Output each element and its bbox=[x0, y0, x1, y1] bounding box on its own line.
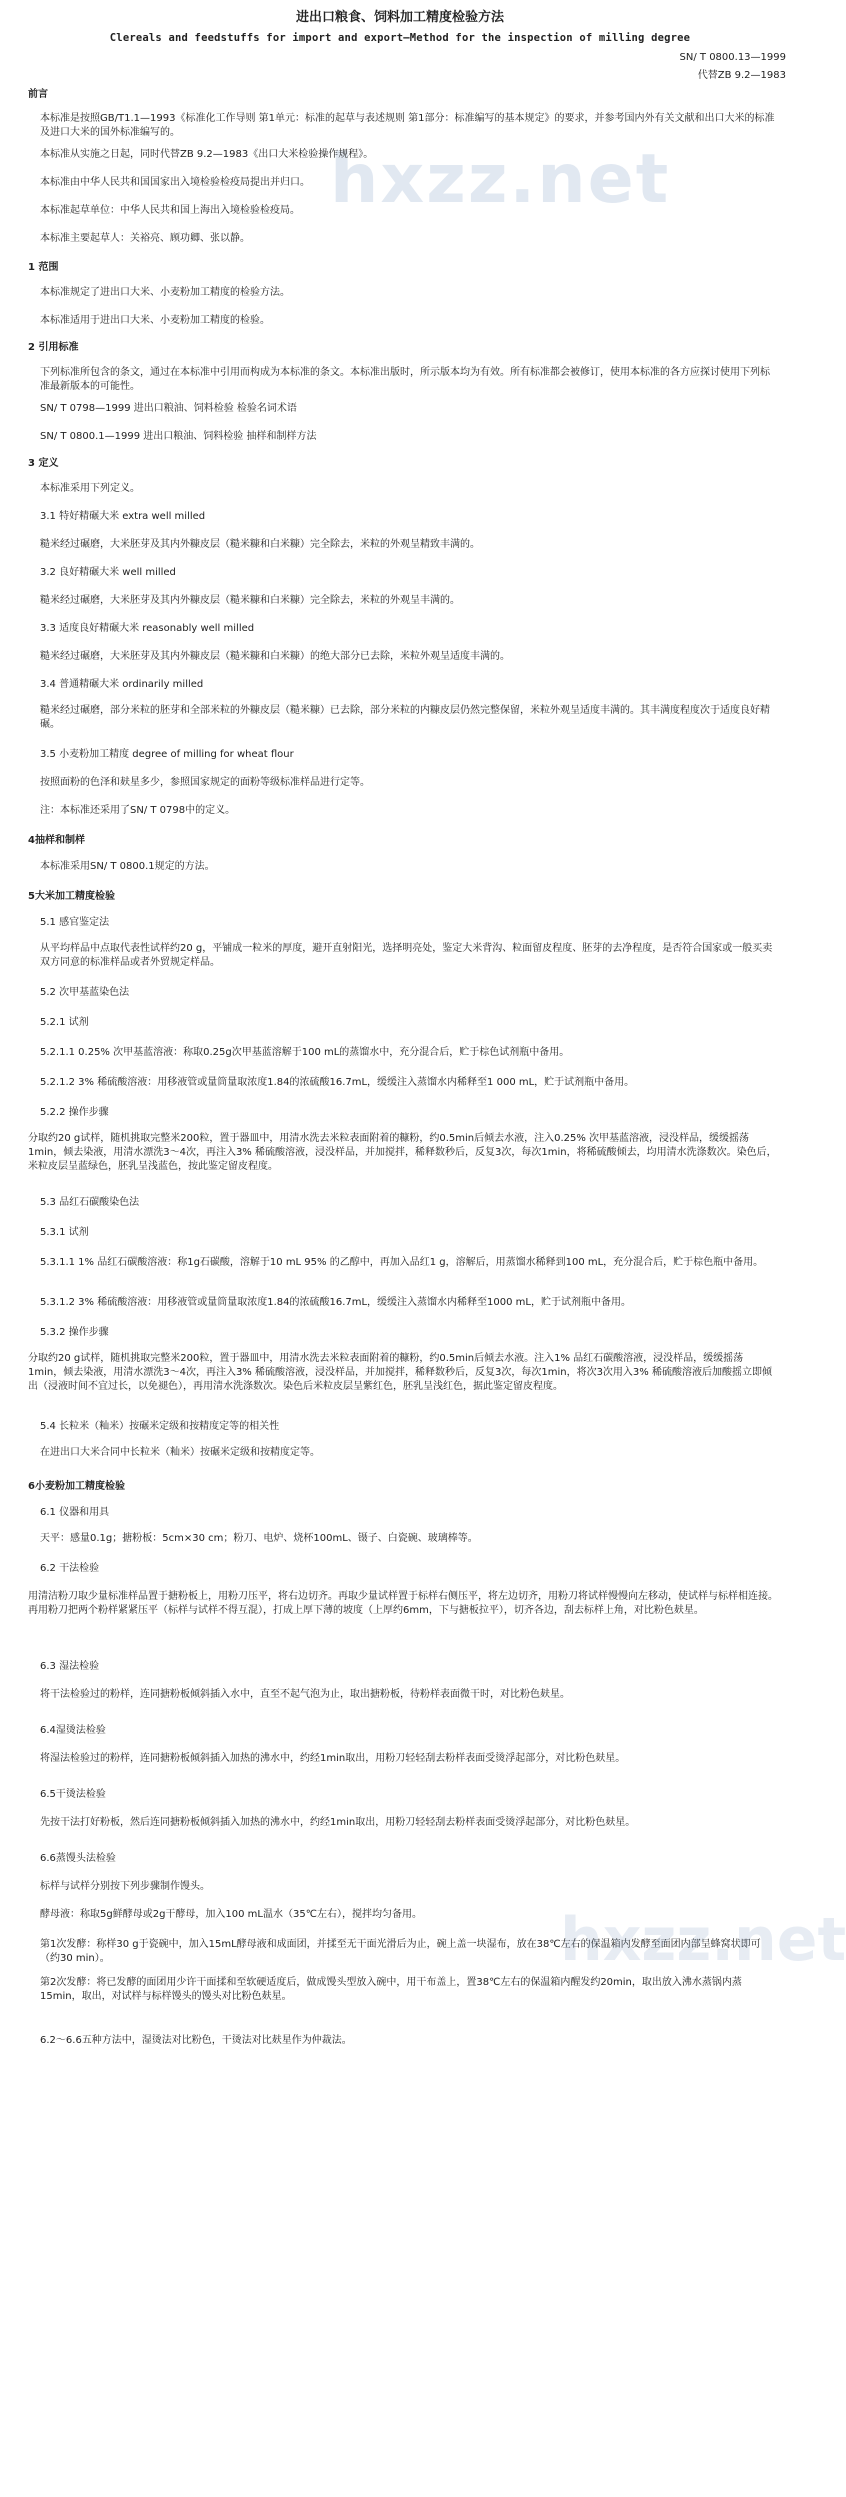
paragraph: 按照面粉的色泽和麸星多少，参照国家规定的面粉等级标准样品进行定等。 bbox=[40, 777, 370, 788]
paragraph: 将干法检验过的粉样，连同搪粉板倾斜插入水中，直至不起气泡为止，取出搪粉板，待粉样表面微干时，对比粉色麸星。 bbox=[40, 1689, 570, 1700]
paragraph: 5.2.1.1 0.25% 次甲基蓝溶液：称取0.25g次甲基蓝溶解于100 mL的蒸馏水中，充分混合后，贮于棕色试剂瓶中备用。 bbox=[40, 1047, 570, 1058]
paragraph: 5.3.1.2 3% 稀硫酸溶液：用移液管或量筒量取浓度1.84的浓硫酸16.7mL，缓缓注入蒸馏水内稀释至1000 mL，贮于试剂瓶中备用。 bbox=[40, 1297, 631, 1308]
subheading: 6.1 仪器和用具 bbox=[40, 1507, 110, 1518]
watermark: hxzz.net bbox=[330, 140, 671, 219]
paragraph: 6.2～6.6五种方法中，湿烫法对比粉色，干烫法对比麸星作为仲裁法。 bbox=[40, 2035, 352, 2046]
subheading: 5.4 长粒米（籼米）按碾米定级和按精度定等的相关性 bbox=[40, 1421, 280, 1432]
heading-foreword: 前言 bbox=[28, 89, 48, 100]
heading-rice-milling: 5大米加工精度检验 bbox=[28, 891, 115, 902]
paragraph: 本标准由中华人民共和国国家出入境检验检疫局提出并归口。 bbox=[40, 177, 310, 188]
subheading: 6.2 干法检验 bbox=[40, 1563, 100, 1574]
subheading: 5.3 品红石碳酸染色法 bbox=[40, 1197, 140, 1208]
paragraph: 本标准适用于进出口大米、小麦粉加工精度的检验。 bbox=[40, 315, 270, 326]
paragraph: 本标准是按照GB/T1.1—1993《标准化工作导则 第1单元：标准的起草与表述规则 第1部分：标准编写的基本规定》的要求，并参考国内外有关文献和出口大米的标准及进口大米的国外标准编写的。 bbox=[40, 113, 775, 138]
paragraph: 酵母液：称取5g鲜酵母或2g干酵母，加入100 mL温水（35℃左右），搅拌均匀备用。 bbox=[40, 1909, 422, 1920]
heading-references: 2 引用标准 bbox=[28, 342, 79, 353]
paragraph: 分取约20 g试样，随机挑取完整米200粒，置于器皿中，用清水洗去米粒表面附着的糠粉，约0.5min后倾去水液。注入1% 品红石碳酸溶液，浸没样品，缓缓摇荡1min，倾去染液，用清水漂洗3～4次，再注入3% 稀硫酸溶液，浸没样品，并加搅拌，稀释数秒后，反复3次，每次1min，将次3次用入3% 稀硫酸溶液后加酸摇立即倾出（浸液时间不宜过长，以免褪色），再用清水洗涤数次。染色后米粒皮层呈紫红色，胚乳呈浅红色，据此鉴定留皮程度。 bbox=[28, 1353, 772, 1392]
paragraph: 用清洁粉刀取少量标准样品置于搪粉板上，用粉刀压平，将右边切齐。再取少量试样置于标样右侧压平，将左边切齐，用粉刀将试样慢慢向左移动，使试样与标样相连接。再用粉刀把两个粉样紧紧压平（标样与试样不得互混），打成上厚下薄的坡度（上厚约6mm，下与搪板拉平），切齐各边，刮去标样上角，对比粉色麸星。 bbox=[28, 1591, 778, 1616]
paragraph: 将湿法检验过的粉样，连同搪粉板倾斜插入加热的沸水中，约经1min取出，用粉刀轻轻刮去粉样表面受烫浮起部分，对比粉色麸星。 bbox=[40, 1753, 626, 1764]
reference-item: SN/ T 0800.1—1999 进出口粮油、饲料检验 抽样和制样方法 bbox=[40, 431, 317, 442]
subheading: 5.2 次甲基蓝染色法 bbox=[40, 987, 130, 998]
heading-definitions: 3 定义 bbox=[28, 458, 59, 469]
subheading: 5.3.2 操作步骤 bbox=[40, 1327, 109, 1338]
subheading: 5.2.1 试剂 bbox=[40, 1017, 89, 1028]
watermark-bottom: hxzz.net bbox=[560, 1905, 846, 1975]
subheading: 6.3 湿法检验 bbox=[40, 1661, 100, 1672]
paragraph: 在进出口大米合同中长粒米（籼米）按碾米定级和按精度定等。 bbox=[40, 1447, 320, 1458]
subheading: 5.3.1 试剂 bbox=[40, 1227, 89, 1238]
definition-term: 3.5 小麦粉加工精度 degree of milling for wheat flour bbox=[40, 749, 294, 760]
paragraph: 本标准起草单位：中华人民共和国上海出入境检验检疫局。 bbox=[40, 205, 300, 216]
paragraph: 糙米经过碾磨，部分米粒的胚芽和全部米粒的外糠皮层（糙米糠）已去除，部分米粒的内糠皮层仍然完整保留，米粒外观呈适度丰满的。其丰满度程度次于适度良好精碾。 bbox=[40, 705, 770, 730]
paragraph: 从平均样品中点取代表性试样约20 g，平铺成一粒米的厚度，避开直射阳光，选择明亮处，鉴定大米背沟、粒面留皮程度、胚芽的去净程度，是否符合国家或一般买卖双方同意的标准样品或者外贸规定样品。 bbox=[40, 943, 773, 968]
definition-term: 3.3 适度良好精碾大米 reasonably well milled bbox=[40, 623, 255, 634]
definition-term: 3.4 普通精碾大米 ordinarily milled bbox=[40, 679, 204, 690]
paragraph: 天平：感量0.1g；搪粉板：5cm×30 cm；粉刀、电炉、烧杯100mL、镊子、白瓷碗、玻璃棒等。 bbox=[40, 1533, 478, 1544]
subheading: 6.5干烫法检验 bbox=[40, 1789, 106, 1800]
paragraph: 先按干法打好粉板，然后连同搪粉板倾斜插入加热的沸水中，约经1min取出，用粉刀轻轻刮去粉样表面受烫浮起部分，对比粉色麸星。 bbox=[40, 1817, 636, 1828]
paragraph: 分取约20 g试样，随机挑取完整米200粒，置于器皿中，用清水洗去米粒表面附着的糠粉，约0.5min后倾去水液，注入0.25% 次甲基蓝溶液，浸没样品，缓缓摇荡1min，倾去染液，用清水漂洗3～4次，再注入3% 稀硫酸溶液，浸没样品，并加搅拌，稀释数秒后，反复3次，每次1min，将稀硫酸倾去，均用清水洗涤数次。染色后，米粒皮层呈蓝绿色，胚乳呈浅蓝色，按此鉴定留皮程度。 bbox=[28, 1133, 777, 1172]
paragraph: 本标准主要起草人：关裕亮、顾功卿、张以静。 bbox=[40, 233, 250, 244]
heading-flour-milling: 6小麦粉加工精度检验 bbox=[28, 1481, 125, 1492]
paragraph: 糙米经过碾磨，大米胚芽及其内外糠皮层（糙米糠和白米糠）完全除去，米粒的外观呈丰满的。 bbox=[40, 595, 460, 606]
heading-scope: 1 范围 bbox=[28, 262, 59, 273]
document-title: 进出口粮食、饲料加工精度检验方法 bbox=[295, 10, 504, 25]
paragraph: 标样与试样分别按下列步骤制作馒头。 bbox=[40, 1881, 210, 1892]
paragraph: 下列标准所包含的条文，通过在本标准中引用而构成为本标准的条文。本标准出版时，所示版本均为有效。所有标准都会被修订，使用本标准的各方应探讨使用下列标准最新版本的可能性。 bbox=[40, 367, 770, 392]
definition-term: 3.2 良好精碾大米 well milled bbox=[40, 567, 176, 578]
paragraph: 第2次发酵：将已发酵的面团用少许干面揉和至软硬适度后，做成馒头型放入碗中，用干布盖上，置38℃左右的保温箱内醒发约20min，取出放入沸水蒸锅内蒸15min，取出，对试样与标样馒头的馒头对比粉色麸星。 bbox=[40, 1977, 742, 2002]
heading-sampling: 4抽样和制样 bbox=[28, 835, 85, 846]
subheading: 6.4湿烫法检验 bbox=[40, 1725, 106, 1736]
note: 注：本标准还采用了SN/ T 0798中的定义。 bbox=[40, 805, 236, 816]
paragraph: 5.2.1.2 3% 稀硫酸溶液：用移液管或量筒量取浓度1.84的浓硫酸16.7mL，缓缓注入蒸馏水内稀释至1 000 mL，贮于试剂瓶中备用。 bbox=[40, 1077, 635, 1088]
subheading: 6.6蒸馒头法检验 bbox=[40, 1853, 116, 1864]
standard-number: SN/ T 0800.13—1999 bbox=[679, 52, 786, 63]
replaces-standard: 代替ZB 9.2—1983 bbox=[697, 70, 786, 81]
paragraph: 本标准采用下列定义。 bbox=[40, 483, 140, 494]
paragraph: 糙米经过碾磨，大米胚芽及其内外糠皮层（糙米糠和白米糠）完全除去，米粒的外观呈精致丰满的。 bbox=[40, 539, 480, 550]
subheading: 5.1 感官鉴定法 bbox=[40, 917, 110, 928]
reference-item: SN/ T 0798—1999 进出口粮油、饲料检验 检验名词术语 bbox=[40, 403, 297, 414]
paragraph: 本标准规定了进出口大米、小麦粉加工精度的检验方法。 bbox=[40, 287, 290, 298]
definition-term: 3.1 特好精碾大米 extra well milled bbox=[40, 511, 206, 522]
paragraph: 第1次发酵：称样30 g于瓷碗中，加入15mL酵母液和成面团，并揉至无干面光滑后为止，碗上盖一块湿布，放在38℃左右的保温箱内发酵至面团内部呈蜂窝状即可（约30 min）。 bbox=[40, 1939, 761, 1964]
paragraph: 本标准从实施之日起，同时代替ZB 9.2—1983《出口大米检验操作规程》。 bbox=[40, 149, 374, 160]
paragraph: 5.3.1.1 1% 品红石碳酸溶液：称1g石碳酸，溶解于10 mL 95% 的乙醇中，再加入品红1 g，溶解后，用蒸馏水稀释到100 mL，充分混合后，贮于棕色瓶中备用。 bbox=[40, 1257, 764, 1268]
subheading: 5.2.2 操作步骤 bbox=[40, 1107, 109, 1118]
english-title: Clereals and feedstuffs for import and export—Method for the inspection of milling degree bbox=[109, 32, 691, 44]
paragraph: 本标准采用SN/ T 0800.1规定的方法。 bbox=[40, 861, 215, 872]
paragraph: 糙米经过碾磨，大米胚芽及其内外糠皮层（糙米糠和白米糠）的绝大部分已去除，米粒外观呈适度丰满的。 bbox=[40, 651, 510, 662]
